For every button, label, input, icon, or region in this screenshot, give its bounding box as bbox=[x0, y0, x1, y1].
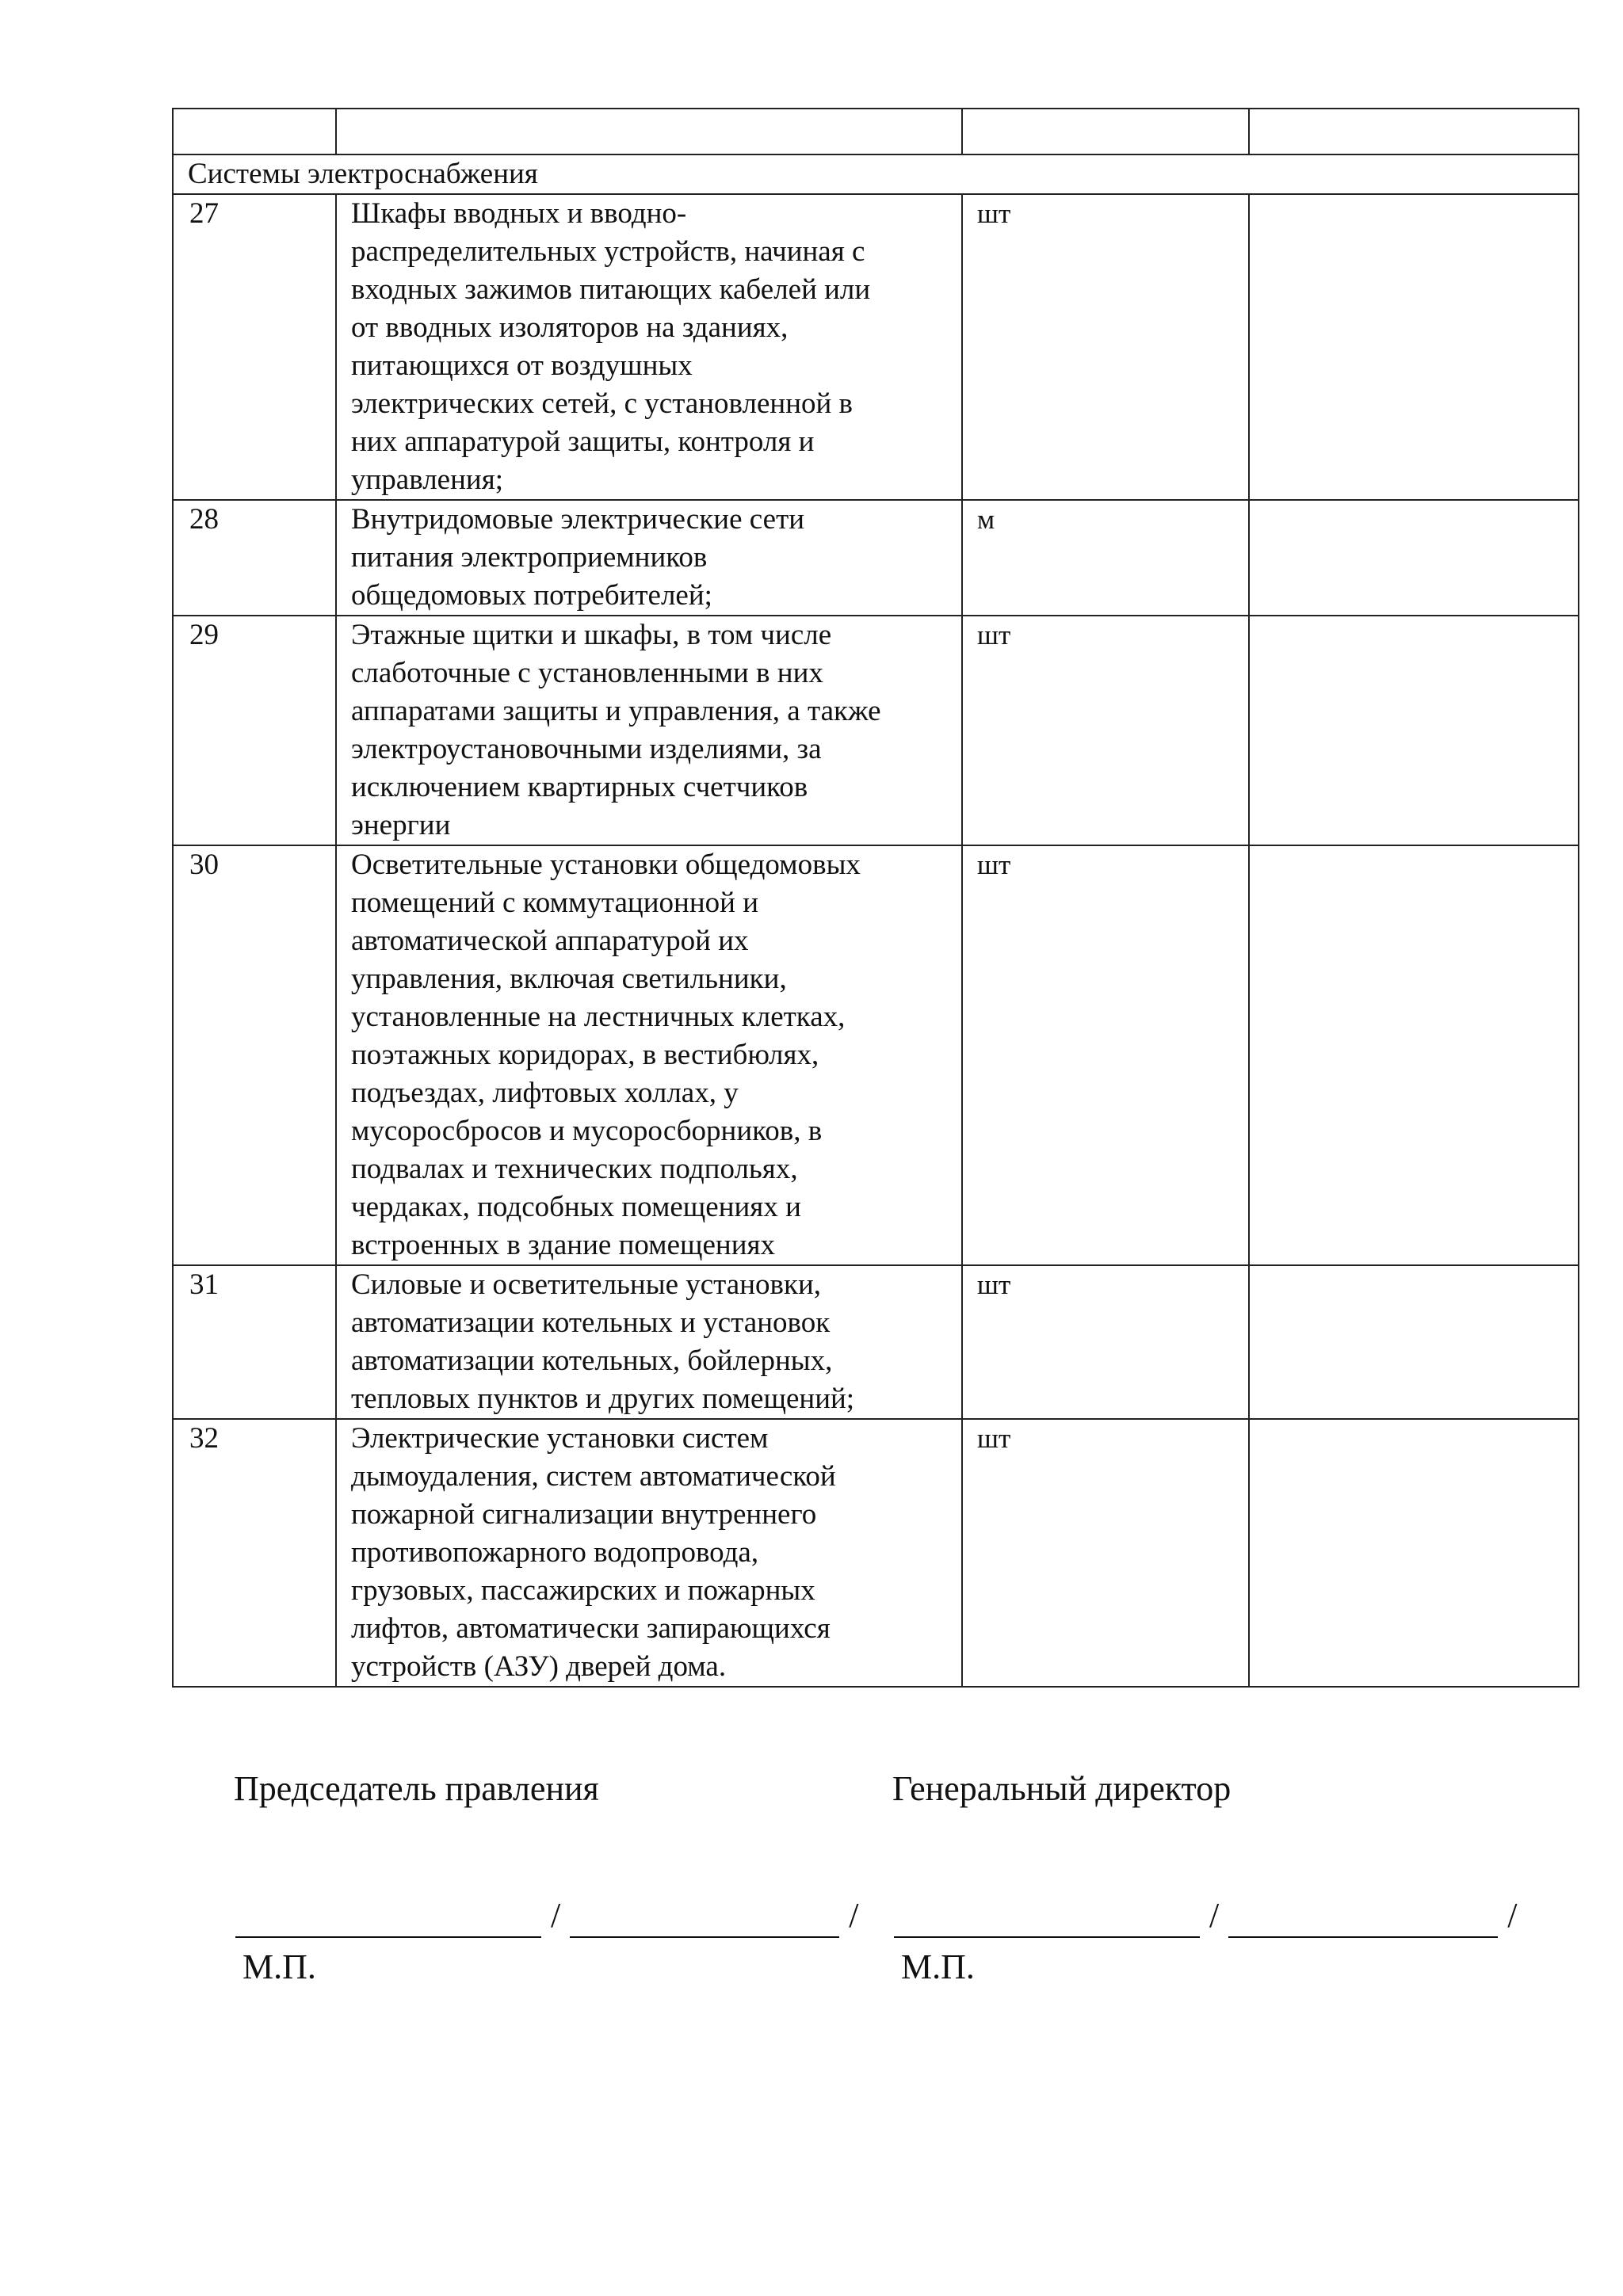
row-number: 31 bbox=[173, 1265, 336, 1419]
left-name-blank[interactable] bbox=[570, 1900, 839, 1938]
slash: / bbox=[849, 1896, 859, 1935]
description-line: автоматизации котельных и установок bbox=[351, 1306, 831, 1339]
description-line: автоматизации котельных, бойлерных, bbox=[351, 1344, 833, 1377]
description-line: установленные на лестничных клетках, bbox=[351, 1001, 846, 1033]
section-title: Системы электроснабжения bbox=[173, 154, 1579, 194]
equipment-table bbox=[172, 108, 1579, 1688]
row-quantity[interactable] bbox=[1249, 194, 1579, 500]
row-quantity[interactable] bbox=[1249, 500, 1579, 616]
description-line: автоматической аппаратурой их bbox=[351, 925, 749, 957]
row-description bbox=[336, 1419, 962, 1687]
right-signature-line bbox=[894, 1894, 1526, 1938]
description-line: Этажные щитки и шкафы, в том числе bbox=[351, 619, 832, 651]
description-line: чердаках, подсобных помещениях и bbox=[351, 1191, 801, 1223]
description-line: Осветительные установки общедомовых bbox=[351, 849, 861, 881]
description-line: управления; bbox=[351, 463, 503, 496]
table-body bbox=[173, 109, 1579, 1687]
description-line: питания электроприемников bbox=[351, 541, 708, 574]
row-number: 28 bbox=[173, 500, 336, 616]
right-signatory-title: Генеральный директор bbox=[892, 1769, 1232, 1808]
right-signature-blank[interactable] bbox=[894, 1900, 1200, 1938]
description-line: аппаратами защиты и управления, а также bbox=[351, 695, 881, 727]
empty-cell bbox=[962, 109, 1249, 154]
row-unit: м bbox=[962, 500, 1249, 616]
row-quantity[interactable] bbox=[1249, 1419, 1579, 1687]
row-unit: шт bbox=[962, 845, 1249, 1265]
description-line: Внутридомовые электрические сети bbox=[351, 503, 805, 536]
row-description bbox=[336, 616, 962, 845]
description-line: дымоудаления, систем автоматической bbox=[351, 1460, 836, 1493]
row-unit: шт bbox=[962, 616, 1249, 845]
table-row bbox=[173, 1265, 1579, 1419]
slash: / bbox=[1507, 1896, 1518, 1935]
row-description bbox=[336, 1265, 962, 1419]
description-line: лифтов, автоматически запирающихся bbox=[351, 1612, 831, 1645]
table-row bbox=[173, 1419, 1579, 1687]
empty-cell bbox=[1249, 109, 1579, 154]
description-line: помещений с коммутационной и bbox=[351, 887, 758, 919]
left-signatory-title: Председатель правления bbox=[234, 1769, 599, 1808]
description-line: встроенных в здание помещениях bbox=[351, 1229, 776, 1261]
row-description bbox=[336, 845, 962, 1265]
left-signature-blank[interactable] bbox=[235, 1900, 541, 1938]
right-stamp-label: М.П. bbox=[901, 1947, 975, 1986]
table-row bbox=[173, 500, 1579, 616]
description-line: входных зажимов питающих кабелей или bbox=[351, 273, 871, 306]
description-line: мусоросбросов и мусоросборников, в bbox=[351, 1115, 823, 1147]
row-unit: шт bbox=[962, 1419, 1249, 1687]
description-line: энергии bbox=[351, 809, 451, 841]
row-unit: шт bbox=[962, 1265, 1249, 1419]
description-line: управления, включая светильники, bbox=[351, 963, 787, 995]
row-quantity[interactable] bbox=[1249, 845, 1579, 1265]
row-unit: шт bbox=[962, 194, 1249, 500]
description-line: тепловых пунктов и других помещений; bbox=[351, 1383, 855, 1415]
description-line: подъездах, лифтовых холлах, у bbox=[351, 1077, 739, 1109]
description-line: грузовых, пассажирских и пожарных bbox=[351, 1574, 815, 1607]
slash: / bbox=[551, 1896, 561, 1935]
section-row bbox=[173, 154, 1579, 194]
description-line: Электрические установки систем bbox=[351, 1422, 769, 1455]
description-line: слаботочные с установленными в них bbox=[351, 657, 823, 689]
description-line: них аппаратурой защиты, контроля и bbox=[351, 425, 815, 458]
row-number: 30 bbox=[173, 845, 336, 1265]
description-line: электроустановочными изделиями, за bbox=[351, 733, 822, 765]
row-description bbox=[336, 500, 962, 616]
description-line: устройств (АЗУ) дверей дома. bbox=[351, 1650, 727, 1683]
description-line: питающихся от воздушных bbox=[351, 349, 693, 382]
description-line: Силовые и осветительные установки, bbox=[351, 1268, 822, 1301]
description-line: общедомовых потребителей; bbox=[351, 579, 712, 612]
table-header-empty-row bbox=[173, 109, 1579, 154]
description-line: исключением квартирных счетчиков bbox=[351, 771, 808, 803]
description-line: от вводных изоляторов на зданиях, bbox=[351, 311, 789, 344]
row-number: 32 bbox=[173, 1419, 336, 1687]
row-quantity[interactable] bbox=[1249, 1265, 1579, 1419]
row-description bbox=[336, 194, 962, 500]
row-quantity[interactable] bbox=[1249, 616, 1579, 845]
description-line: противопожарного водопровода, bbox=[351, 1536, 759, 1569]
table-row bbox=[173, 194, 1579, 500]
empty-cell bbox=[173, 109, 336, 154]
right-name-blank[interactable] bbox=[1228, 1900, 1498, 1938]
empty-cell bbox=[336, 109, 962, 154]
description-line: электрических сетей, с установленной в bbox=[351, 387, 854, 420]
description-line: Шкафы вводных и вводно- bbox=[351, 197, 687, 230]
left-signature-line bbox=[235, 1894, 868, 1938]
row-number: 27 bbox=[173, 194, 336, 500]
row-number: 29 bbox=[173, 616, 336, 845]
description-line: распределительных устройств, начиная с bbox=[351, 235, 865, 268]
table-row bbox=[173, 845, 1579, 1265]
description-line: подвалах и технических подпольях, bbox=[351, 1153, 798, 1185]
left-stamp-label: М.П. bbox=[242, 1947, 316, 1986]
table-row bbox=[173, 616, 1579, 845]
description-line: пожарной сигнализации внутреннего bbox=[351, 1498, 817, 1531]
description-line: поэтажных коридорах, в вестибюлях, bbox=[351, 1039, 819, 1071]
slash: / bbox=[1209, 1896, 1220, 1935]
